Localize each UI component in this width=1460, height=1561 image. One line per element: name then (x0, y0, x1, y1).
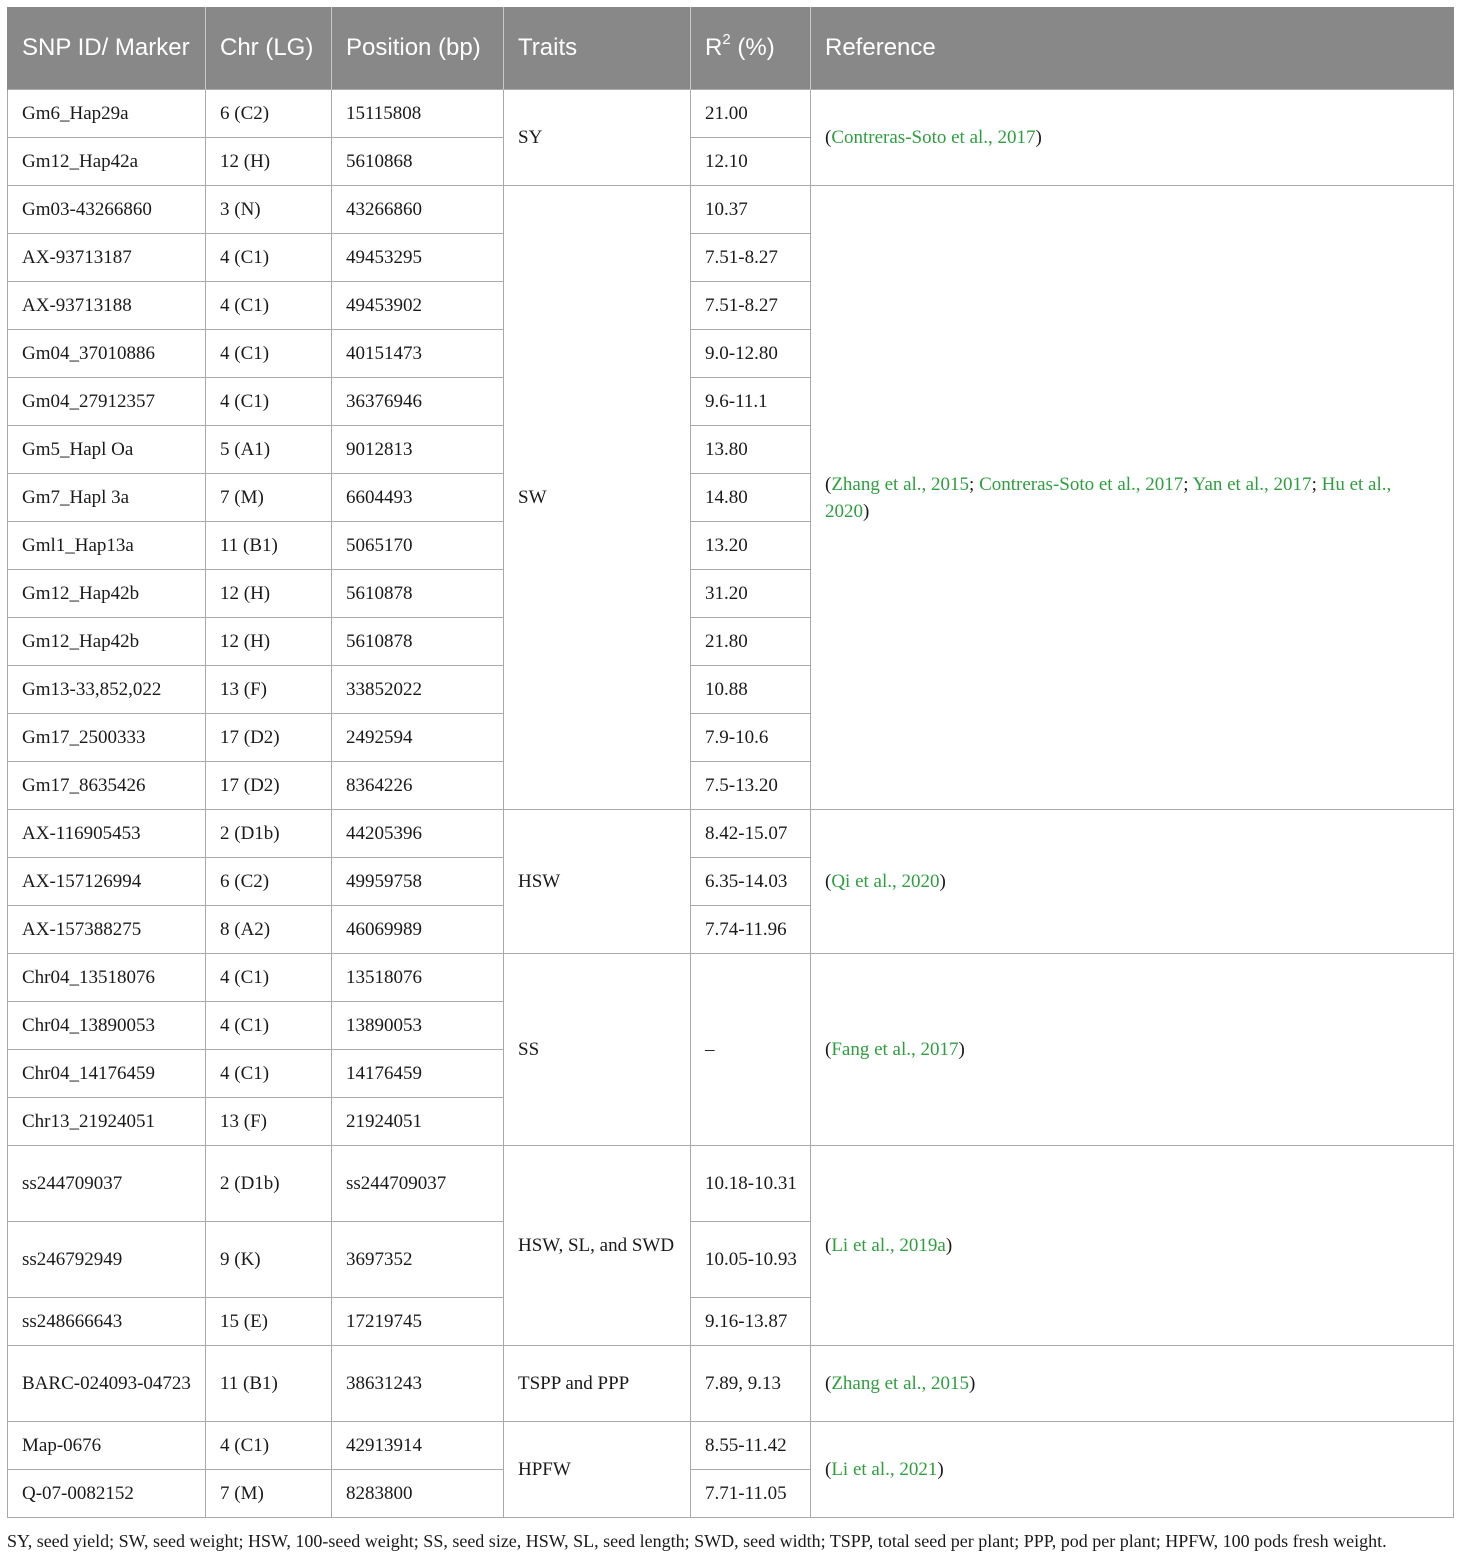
r2-cell: 10.05-10.93 (691, 1222, 811, 1298)
reference-cell (811, 186, 1454, 810)
chr-cell: 5 (A1) (206, 426, 332, 474)
citation-link[interactable]: Zhang et al., 2015 (831, 473, 970, 495)
chr-cell: 4 (C1) (206, 1002, 332, 1050)
reference-close-paren: ) (969, 1373, 976, 1394)
r2-cell: 12.10 (691, 138, 811, 186)
r2-cell: 10.88 (691, 666, 811, 714)
chr-cell: 9 (K) (206, 1222, 332, 1298)
table-body (8, 90, 1454, 1518)
position-cell: 8364226 (332, 762, 504, 810)
position-cell: 33852022 (332, 666, 504, 714)
header-position: Position (bp) (332, 7, 504, 90)
snp-id-cell: Gm7_Hapl 3a (8, 474, 206, 522)
position-cell: 36376946 (332, 378, 504, 426)
r2-cell: 7.71-11.05 (691, 1470, 811, 1518)
position-cell: 44205396 (332, 810, 504, 858)
citation-separator: ; (1183, 473, 1193, 495)
chr-cell: 7 (M) (206, 474, 332, 522)
r2-cell: 9.0-12.80 (691, 330, 811, 378)
r2-cell: 7.51-8.27 (691, 282, 811, 330)
chr-cell: 11 (B1) (206, 1346, 332, 1422)
position-cell: 49453295 (332, 234, 504, 282)
table-row (8, 1422, 1454, 1470)
header-traits: Traits (504, 7, 691, 90)
reference-open-paren: ( (825, 473, 832, 495)
snp-id-cell: Gm5_Hapl Oa (8, 426, 206, 474)
snp-id-cell: Gm12_Hap42b (8, 570, 206, 618)
chr-cell: 17 (D2) (206, 762, 332, 810)
trait-cell: HPFW (504, 1422, 691, 1518)
reference-close-paren: ) (1035, 127, 1042, 148)
reference-cell (811, 1422, 1454, 1518)
chr-cell: 11 (B1) (206, 522, 332, 570)
r2-cell: 10.18-10.31 (691, 1146, 811, 1222)
position-cell: 13518076 (332, 954, 504, 1002)
reference-cell (811, 1146, 1454, 1346)
snp-id-cell: Gm03-43266860 (8, 186, 206, 234)
position-cell: 5610878 (332, 618, 504, 666)
citation-link[interactable]: Qi et al., 2020 (831, 871, 940, 892)
snp-id-cell: Gm17_2500333 (8, 714, 206, 762)
chr-cell: 2 (D1b) (206, 1146, 332, 1222)
snp-id-cell: Q-07-0082152 (8, 1470, 206, 1518)
r2-cell: 7.74-11.96 (691, 906, 811, 954)
chr-cell: 2 (D1b) (206, 810, 332, 858)
trait-cell: SY (504, 90, 691, 186)
chr-cell: 4 (C1) (206, 1422, 332, 1470)
snp-id-cell: Gm6_Hap29a (8, 90, 206, 138)
table-footnote: SY, seed yield; SW, seed weight; HSW, 100-seed weight; SS, seed size, HSW, SL, seed length; SWD, seed width; TSPP, total seed per plant; PPP, pod per plant; HPFW, 100 pods fresh weight. (7, 1531, 1387, 1551)
reference-cell (811, 954, 1454, 1146)
position-cell: 5610878 (332, 570, 504, 618)
r2-cell: 13.80 (691, 426, 811, 474)
citation-link[interactable]: Li et al., 2019a (831, 1235, 946, 1256)
snp-id-cell: Chr04_13518076 (8, 954, 206, 1002)
chr-cell: 4 (C1) (206, 378, 332, 426)
position-cell: 42913914 (332, 1422, 504, 1470)
r2-cell: 6.35-14.03 (691, 858, 811, 906)
r2-cell: 7.5-13.20 (691, 762, 811, 810)
r2-cell: 8.42-15.07 (691, 810, 811, 858)
reference-open-paren: ( (825, 1459, 832, 1480)
snp-marker-table (7, 7, 1454, 1518)
snp-id-cell: ss246792949 (8, 1222, 206, 1298)
position-cell: 21924051 (332, 1098, 504, 1146)
table-row (8, 1346, 1454, 1422)
position-cell: 3697352 (332, 1222, 504, 1298)
position-cell: 38631243 (332, 1346, 504, 1422)
snp-id-cell: ss248666643 (8, 1298, 206, 1346)
r2-cell: 21.80 (691, 618, 811, 666)
reference-open-paren: ( (825, 127, 832, 148)
snp-id-cell: BARC-024093-04723 (8, 1346, 206, 1422)
table-row (8, 1146, 1454, 1222)
header-reference: Reference (811, 7, 1454, 90)
position-cell: 9012813 (332, 426, 504, 474)
snp-id-cell: Chr04_14176459 (8, 1050, 206, 1098)
snp-id-cell: ss244709037 (8, 1146, 206, 1222)
table-header (8, 7, 1454, 90)
snp-id-cell: Gm04_37010886 (8, 330, 206, 378)
chr-cell: 13 (F) (206, 666, 332, 714)
reference-open-paren: ( (825, 1039, 832, 1060)
citation-link[interactable]: Li et al., 2021 (831, 1459, 938, 1480)
position-cell: 43266860 (332, 186, 504, 234)
r2-cell: 9.16-13.87 (691, 1298, 811, 1346)
chr-cell: 6 (C2) (206, 90, 332, 138)
chr-cell: 15 (E) (206, 1298, 332, 1346)
snp-id-cell: Chr04_13890053 (8, 1002, 206, 1050)
table-row (8, 954, 1454, 1002)
trait-cell: SW (504, 186, 691, 810)
r2-cell: 7.89, 9.13 (691, 1346, 811, 1422)
snp-id-cell: AX-93713187 (8, 234, 206, 282)
position-cell: 49959758 (332, 858, 504, 906)
reference-cell (811, 810, 1454, 954)
header-r2: $R^2$ (%) (691, 7, 811, 90)
header-chr-lg: Chr (LG) (206, 7, 332, 90)
reference-close-paren: ) (945, 1235, 953, 1256)
reference-close-paren: ) (939, 871, 946, 892)
chr-cell: 4 (C1) (206, 1050, 332, 1098)
r2-cell: 10.37 (691, 186, 811, 234)
chr-cell: 7 (M) (206, 1470, 332, 1518)
snp-id-cell: Gm13-33,852,022 (8, 666, 206, 714)
position-cell: 5610868 (332, 138, 504, 186)
r2-cell: 8.55-11.42 (691, 1422, 811, 1470)
reference-cell (811, 1346, 1454, 1422)
snp-id-cell: Gml1_Hap13a (8, 522, 206, 570)
table-row (8, 186, 1454, 234)
reference-close-paren: ) (937, 1459, 944, 1480)
position-cell: 49453902 (332, 282, 504, 330)
chr-cell: 8 (A2) (206, 906, 332, 954)
citation-link[interactable]: Fang et al., 2017 (831, 1039, 959, 1060)
r2-cell: – (691, 954, 811, 1146)
snp-id-cell: AX-116905453 (8, 810, 206, 858)
chr-cell: 12 (H) (206, 138, 332, 186)
r2-cell: 9.6-11.1 (691, 378, 811, 426)
citation-link[interactable]: Contreras-Soto et al., 2017 (831, 127, 1036, 148)
header-snp-marker: SNP ID/ Marker (8, 7, 206, 90)
position-cell: 13890053 (332, 1002, 504, 1050)
chr-cell: 12 (H) (206, 570, 332, 618)
citation-link[interactable]: Hu et al., 2020 (825, 473, 1392, 522)
chr-cell: 4 (C1) (206, 954, 332, 1002)
citation-link[interactable]: Zhang et al., 2015 (831, 1373, 970, 1394)
reference-open-paren: ( (825, 871, 832, 892)
snp-id-cell: Gm04_27912357 (8, 378, 206, 426)
reference-open-paren: ( (825, 1373, 832, 1394)
reference-open-paren: ( (825, 1235, 832, 1256)
position-cell: 6604493 (332, 474, 504, 522)
citation-link[interactable]: Contreras-Soto et al., 2017 (979, 473, 1184, 495)
citation-separator: ; (969, 473, 980, 495)
reference-cell (811, 90, 1454, 186)
snp-id-cell: Map-0676 (8, 1422, 206, 1470)
chr-cell: 17 (D2) (206, 714, 332, 762)
table-row (8, 90, 1454, 138)
snp-id-cell: AX-157126994 (8, 858, 206, 906)
chr-cell: 4 (C1) (206, 234, 332, 282)
r2-cell: 31.20 (691, 570, 811, 618)
position-cell: 40151473 (332, 330, 504, 378)
trait-cell: SS (504, 954, 691, 1146)
snp-id-cell: Gm17_8635426 (8, 762, 206, 810)
r2-cell: 7.9-10.6 (691, 714, 811, 762)
chr-cell: 4 (C1) (206, 282, 332, 330)
position-cell: 2492594 (332, 714, 504, 762)
snp-id-cell: Chr13_21924051 (8, 1098, 206, 1146)
position-cell: ss244709037 (332, 1146, 504, 1222)
snp-id-cell: Gm12_Hap42b (8, 618, 206, 666)
trait-cell: HSW (504, 810, 691, 954)
position-cell: 14176459 (332, 1050, 504, 1098)
r2-cell: 13.20 (691, 522, 811, 570)
reference-close-paren: ) (863, 500, 870, 522)
position-cell: 15115808 (332, 90, 504, 138)
chr-cell: 13 (F) (206, 1098, 332, 1146)
position-cell: 46069989 (332, 906, 504, 954)
snp-id-cell: AX-157388275 (8, 906, 206, 954)
r2-cell: 14.80 (691, 474, 811, 522)
chr-cell: 3 (N) (206, 186, 332, 234)
chr-cell: 12 (H) (206, 618, 332, 666)
snp-id-cell: Gm12_Hap42a (8, 138, 206, 186)
position-cell: 8283800 (332, 1470, 504, 1518)
r2-cell: 21.00 (691, 90, 811, 138)
citation-link[interactable]: Yan et al., 2017 (1192, 473, 1312, 495)
r2-cell: 7.51-8.27 (691, 234, 811, 282)
position-cell: 17219745 (332, 1298, 504, 1346)
chr-cell: 4 (C1) (206, 330, 332, 378)
table-row (8, 810, 1454, 858)
snp-id-cell: AX-93713188 (8, 282, 206, 330)
citation-separator: ; (1311, 473, 1322, 495)
position-cell: 5065170 (332, 522, 504, 570)
trait-cell: TSPP and PPP (504, 1346, 691, 1422)
reference-close-paren: ) (958, 1039, 965, 1060)
trait-cell: HSW, SL, and SWD (504, 1146, 691, 1346)
chr-cell: 6 (C2) (206, 858, 332, 906)
